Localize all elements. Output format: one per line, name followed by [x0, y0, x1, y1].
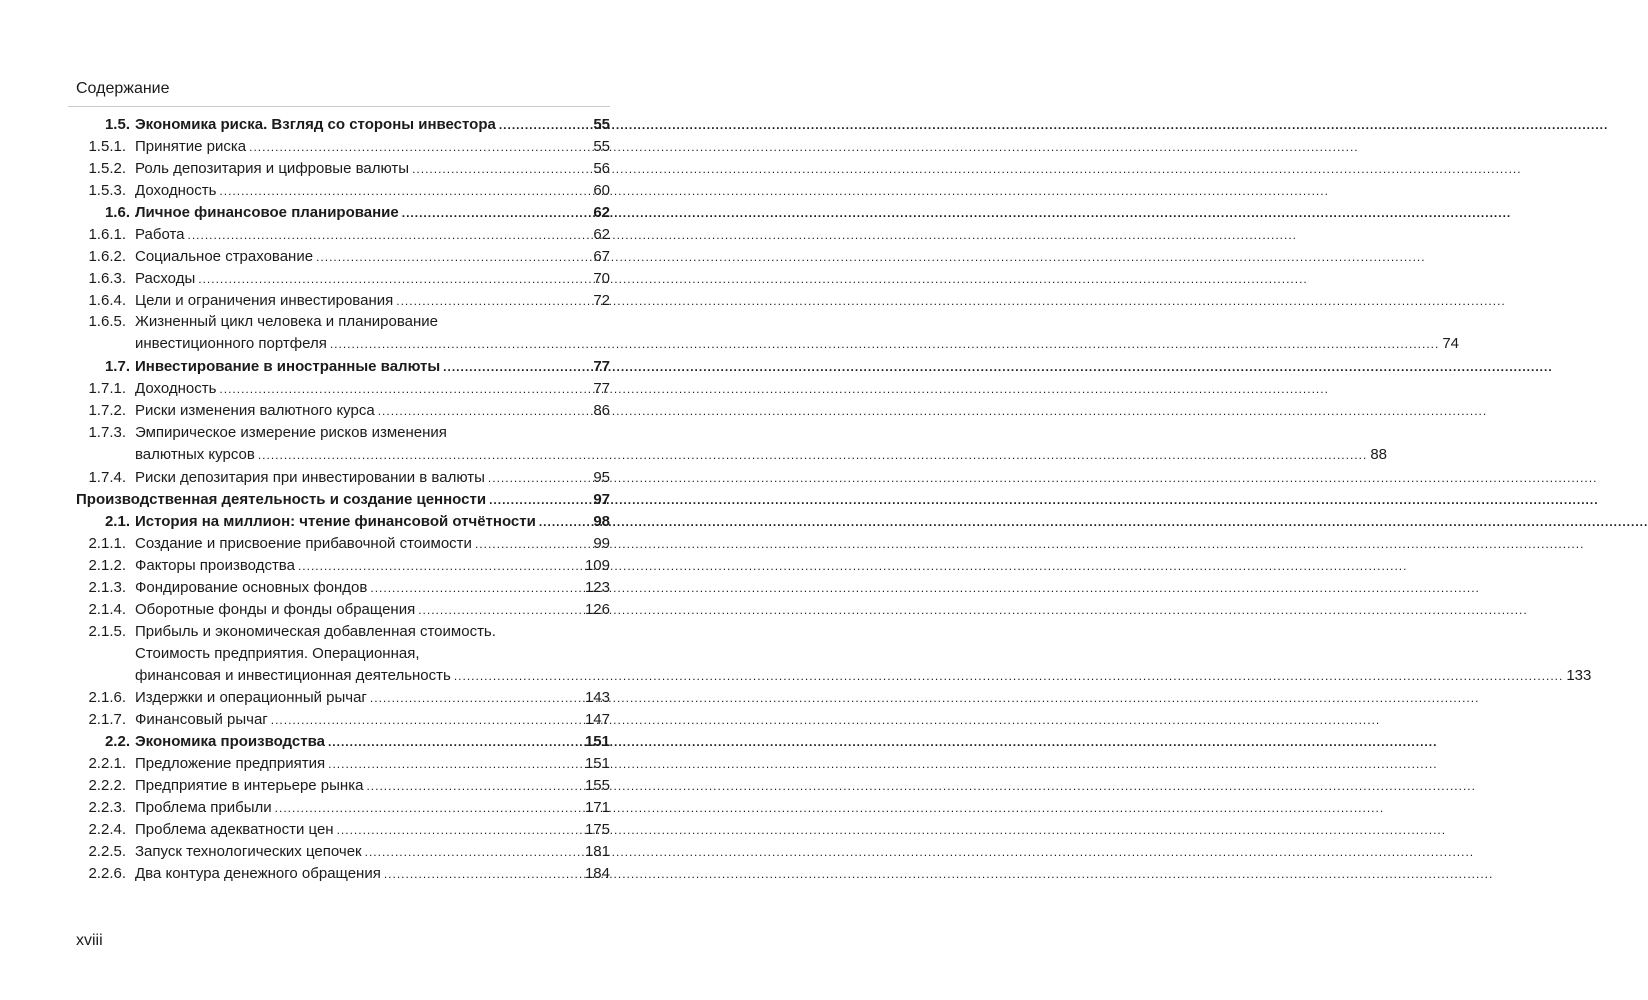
toc-entry-number: 2.2.3. [88, 799, 126, 817]
toc-entry-page: 77 [593, 358, 610, 376]
toc-entry-title: Экономика риска. Взгляд со стороны инвестора [135, 116, 496, 133]
dot-leader [337, 820, 582, 842]
toc-entry-number: 1.7.2. [88, 402, 126, 420]
dot-leader [454, 666, 1564, 688]
toc-entry-number: 1.6.4. [88, 291, 126, 309]
toc-entry-number: 2.1.4. [88, 600, 126, 618]
toc-section [0, 202, 631, 224]
dot-leader [298, 556, 582, 578]
dot-leader [219, 181, 590, 203]
toc-entry-page: 55 [593, 116, 610, 133]
toc-entry [0, 422, 1387, 467]
toc-section [0, 511, 631, 533]
toc-entry-title-line: Жизненный цикл человека и планирование [135, 313, 438, 331]
toc-entry [0, 555, 631, 577]
toc-entry-title: Экономика производства [135, 733, 325, 751]
toc-entry-title-line: Стоимость предприятия. Операционная, [135, 644, 420, 662]
toc-entry [0, 246, 631, 268]
toc-entry-title: Два контура денежного обращения [135, 864, 381, 882]
toc-entry [0, 621, 1592, 688]
toc-entry-title: Предприятие в интерьере рынка [135, 777, 364, 795]
toc-entry [0, 819, 631, 841]
toc-entry-number: 2.2. [104, 733, 130, 751]
toc-entry-page: 74 [1442, 335, 1460, 353]
toc-entry-title: Производственная деятельность и создание ценности [76, 491, 487, 508]
toc-entry-number: 1.6.2. [88, 247, 126, 265]
toc-entry-title: Издержки и операционный рычаг [135, 689, 367, 707]
toc-entry-title-line: финансовая и инвестиционная деятельность [135, 666, 451, 684]
toc-entry [0, 180, 631, 202]
toc-entry-title: Проблема прибыли [135, 799, 272, 817]
toc-entry [0, 841, 631, 863]
toc-entry-title: Расходы [135, 269, 196, 287]
toc-entry-title-line: Прибыль и экономическая добавленная стоимость. [135, 622, 496, 640]
toc-entry [0, 797, 631, 819]
dot-leader [370, 578, 582, 600]
dot-leader [219, 379, 590, 401]
toc-entry [0, 158, 631, 180]
toc-entry-page: 147 [584, 711, 610, 729]
toc-entry-number: 1.6.3. [88, 269, 126, 287]
toc-entry [0, 687, 631, 709]
toc-entry-number: 2.1. [104, 512, 130, 530]
toc-entry-title: Социальное страхование [135, 247, 314, 265]
toc-entry-page: 62 [593, 203, 610, 221]
toc-entry-page: 62 [593, 225, 610, 243]
toc-entry-number: 1.7. [104, 358, 130, 376]
toc-entry [0, 577, 631, 599]
toc-entry-page: 143 [584, 689, 610, 707]
toc-entry-page: 95 [593, 469, 610, 487]
toc-entry-number: 2.2.1. [88, 755, 126, 773]
header-rule [68, 106, 610, 107]
page-number: xviii [76, 932, 103, 949]
toc-entry-title: Риски изменения валютного курса [135, 402, 375, 420]
toc-entry-title: Факторы производства [135, 556, 295, 574]
toc-entry [0, 268, 631, 290]
toc-entry-title: Инвестирование в иностранные валюты [135, 358, 441, 376]
toc-chapter [0, 489, 631, 511]
toc-entry-number: 2.1.3. [88, 578, 126, 596]
toc-entry-number: 1.5. [104, 116, 130, 133]
toc-entry-number: 2.2.4. [88, 821, 126, 839]
running-header: Содержание [76, 80, 170, 97]
toc-entry-page: 123 [584, 578, 610, 596]
toc-entry-page: 77 [593, 380, 610, 398]
dot-leader [271, 710, 582, 732]
toc-entry-page: 184 [584, 864, 610, 882]
toc-entry-title-line: Эмпирическое измерение рисков изменения [135, 424, 447, 442]
dot-leader [443, 357, 590, 379]
toc-entry-number: 1.5.2. [88, 159, 126, 177]
toc-entry [0, 775, 631, 797]
toc-entry [0, 224, 631, 246]
toc-entry [0, 400, 631, 422]
toc-entry-page: 98 [593, 512, 610, 530]
toc-entry-number: 2.2.6. [88, 864, 126, 882]
toc-entry-title: Запуск технологических цепочек [135, 843, 362, 861]
toc-entry [0, 709, 631, 731]
toc-entry-title: Личное финансовое планирование [135, 203, 399, 221]
toc-entry-title: Доходность [135, 181, 217, 199]
table-of-contents [0, 114, 1592, 885]
toc-entry-title: Принятие риска [135, 137, 247, 155]
toc-entry-page: 175 [584, 821, 610, 839]
toc-entry-page: 88 [1370, 446, 1387, 464]
toc-entry-number: 2.1.5. [88, 622, 126, 640]
toc-entry [0, 599, 631, 621]
toc-entry [0, 533, 631, 555]
toc-entry-page: 60 [593, 181, 610, 199]
toc-entry-title: Цели и ограничения инвестирования [135, 291, 394, 309]
toc-section [0, 731, 631, 753]
dot-leader [316, 247, 590, 269]
toc-entry-number: 1.5.1. [88, 137, 126, 155]
toc-entry-title: История на миллион: чтение финансовой отчётности [135, 512, 536, 530]
dot-leader [198, 269, 590, 291]
toc-entry-title: Риски депозитария при инвестировании в валюты [135, 469, 485, 487]
toc-entry-title: Проблема адекватности цен [135, 821, 334, 839]
dot-leader [328, 754, 582, 776]
dot-leader [275, 798, 582, 820]
toc-entry-number: 1.7.1. [88, 380, 126, 398]
dot-leader [378, 401, 591, 423]
toc-entry-title: Работа [135, 225, 185, 243]
toc-entry [0, 753, 631, 775]
toc-entry [0, 863, 631, 885]
dot-leader [188, 225, 591, 247]
toc-entry-page: 151 [584, 733, 610, 751]
toc-entry-page: 55 [593, 137, 610, 155]
toc-entry-page: 56 [593, 159, 610, 177]
toc-entry-number: 1.7.4. [88, 469, 126, 487]
toc-entry-page: 97 [593, 491, 610, 508]
toc-entry-page: 67 [593, 247, 610, 265]
toc-section [0, 114, 631, 136]
dot-leader [475, 534, 590, 556]
toc-entry-title: Финансовый рычаг [135, 711, 268, 729]
dot-leader [366, 776, 582, 798]
toc-entry-number: 1.6.5. [88, 313, 126, 331]
dot-leader [249, 137, 590, 159]
toc-entry-number: 1.6. [104, 203, 130, 221]
dot-leader [370, 688, 582, 710]
dot-leader [488, 468, 590, 490]
dot-leader [539, 512, 590, 534]
toc-entry-number: 2.2.2. [88, 777, 126, 795]
dot-leader [489, 490, 590, 512]
dot-leader [365, 842, 582, 864]
toc-entry [0, 136, 631, 158]
dot-leader [402, 203, 591, 225]
toc-entry-page: 181 [584, 843, 610, 861]
toc-entry-page: 155 [584, 777, 610, 795]
toc-entry-title-line: валютных курсов [135, 446, 255, 464]
dot-leader [418, 600, 582, 622]
dot-leader [396, 291, 590, 313]
toc-entry-page: 133 [1566, 666, 1592, 684]
toc-entry-number: 2.1.1. [88, 534, 126, 552]
toc-entry-title-line: инвестиционного портфеля [135, 335, 327, 353]
toc-entry-title: Предложение предприятия [135, 755, 326, 773]
dot-leader [499, 115, 590, 137]
toc-entry-page: 72 [593, 291, 610, 309]
toc-entry-page: 70 [593, 269, 610, 287]
toc-entry-page: 171 [584, 799, 610, 817]
toc-entry-title: Создание и присвоение прибавочной стоимости [135, 534, 472, 552]
toc-entry [0, 290, 631, 312]
toc-entry-page: 109 [584, 556, 610, 574]
toc-entry-number: 1.7.3. [88, 424, 126, 442]
dot-leader [258, 445, 1368, 467]
dot-leader [384, 864, 582, 886]
toc-entry-page: 126 [584, 600, 610, 618]
toc-entry-page: 86 [593, 402, 610, 420]
dot-leader [330, 334, 1440, 356]
toc-entry-number: 2.1.6. [88, 689, 126, 707]
toc-entry-title: Доходность [135, 380, 217, 398]
toc-entry-number: 2.2.5. [88, 843, 126, 861]
toc-entry-number: 1.6.1. [88, 225, 126, 243]
toc-entry-title: Роль депозитария и цифровые валюты [135, 159, 410, 177]
toc-entry-title: Фондирование основных фондов [135, 578, 368, 596]
toc-entry [0, 467, 631, 489]
dot-leader [328, 732, 582, 754]
toc-entry [0, 378, 631, 400]
toc-entry-page: 99 [593, 534, 610, 552]
toc-entry-number: 1.5.3. [88, 181, 126, 199]
toc-entry-number: 2.1.7. [88, 711, 126, 729]
dot-leader [412, 159, 590, 181]
toc-entry [0, 311, 1460, 356]
toc-entry-number: 2.1.2. [88, 556, 126, 574]
toc-entry-title: Оборотные фонды и фонды обращения [135, 600, 416, 618]
toc-entry-page: 151 [584, 755, 610, 773]
toc-section [0, 356, 631, 378]
